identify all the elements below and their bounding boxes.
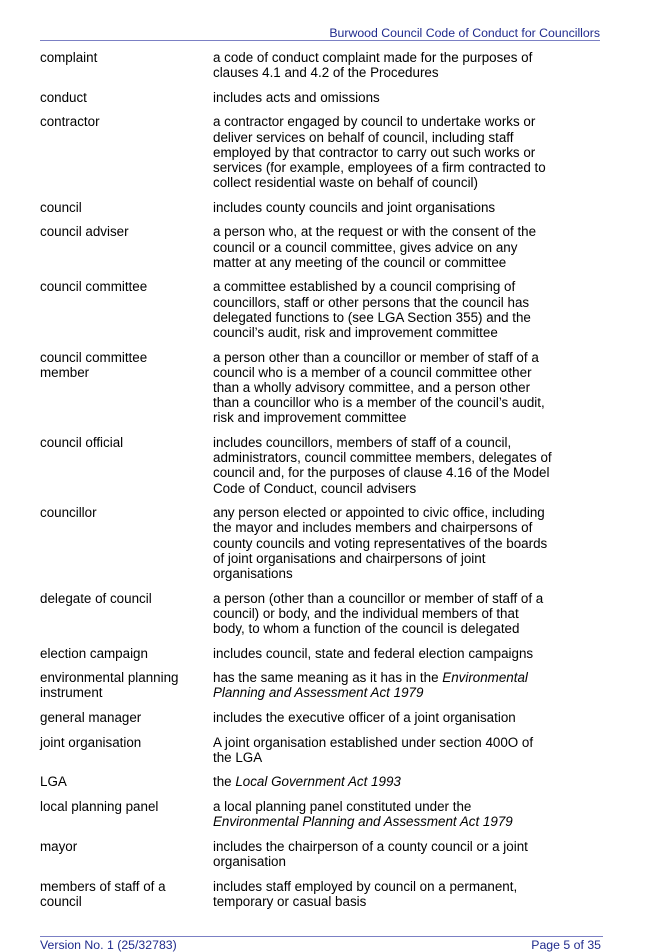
definition-row — [40, 279, 600, 340]
definition-text: a contractor engaged by council to undertake works or deliver services on behalf of council, including staff employed by that contractor to carry out such works or services (for example, employees of a firm contracted to collect residential waste on behalf of council) — [213, 114, 546, 191]
definition-row — [40, 114, 600, 190]
definition-text: a person other than a councillor or member of staff of a council who is a member of a council committee other than a wholly advisory committee, and a person other than a councillor who is a member of the council’s audit, risk and improvement committee — [213, 349, 545, 426]
definition-term: council adviser — [40, 224, 129, 240]
definition-term: LGA — [40, 774, 67, 790]
definition-term: council — [40, 199, 82, 215]
definition-text: includes county councils and joint organisations — [213, 199, 496, 215]
definition-term: delegate of council — [40, 590, 152, 606]
definition-term: council committee — [40, 279, 148, 295]
definition-text: includes acts and omissions — [213, 89, 380, 105]
definition-text: a local planning panel constituted under the Environmental Planning and Assessment Act 1979 — [213, 798, 513, 830]
definition-text: has the same meaning as it has in the Environmental Planning and Assessment Act 1979 — [213, 670, 528, 701]
definition-row — [40, 774, 600, 789]
definition-term: council official — [40, 435, 124, 450]
definition-row — [40, 710, 600, 725]
definition-text: a code of conduct complaint made for the purposes of clauses 4.1 and 4.2 of the Procedures — [213, 50, 533, 81]
definition-row — [40, 200, 600, 215]
definition-term: councillor — [40, 505, 97, 521]
definition-term: council committee member — [40, 349, 148, 380]
definition-term: complaint — [40, 50, 98, 65]
definition-row — [40, 90, 600, 105]
definition-row — [40, 591, 600, 637]
definition-text: a committee established by a council comprising of councillors, staff or other persons that the council has delegated functions to (see LGA Section 355) and the council’s audit, risk and improvement committee — [213, 279, 531, 340]
definition-term: environmental planning instrument — [40, 670, 179, 701]
definition-row — [40, 505, 600, 581]
definition-text: a person who, at the request or with the consent of the council or a council committee, gives advice on any matter at any meeting of the council or committee — [213, 224, 537, 270]
definition-term: joint organisation — [40, 734, 142, 750]
definition-text: the Local Government Act 1993 — [213, 774, 401, 790]
definition-text: any person elected or appointed to civic office, including the mayor and includes members and chairpersons of county councils and voting representatives of the boards of joint organisations and chairpersons of joint organisations — [213, 505, 548, 582]
definition-term: contractor — [40, 114, 100, 130]
page-number: Page 5 of 35 — [531, 938, 601, 952]
document-title: Burwood Council Code of Conduct for Councillors — [329, 26, 600, 40]
definition-row — [40, 735, 600, 765]
definition-text: A joint organisation established under section 400O of the LGA — [213, 734, 534, 765]
definition-text: includes councillors, members of staff of a council, administrators, council committee members, delegates of council and, for the purposes of clause 4.16 of the Model Code of Conduct, council advisers — [213, 435, 552, 496]
definition-text: a person (other than a councillor or member of staff of a council) or body, and the individual members of that body, to whom a function of the council is delegated — [213, 590, 544, 637]
footer-divider — [40, 936, 603, 937]
definition-term: local planning panel — [40, 798, 159, 814]
definition-term: conduct — [40, 89, 87, 105]
definition-text: includes council, state and federal election campaigns — [213, 645, 534, 661]
definition-row — [40, 839, 600, 869]
page-header — [40, 23, 600, 41]
definition-text: includes the chairperson of a county council or a joint organisation — [213, 838, 528, 869]
definition-term: members of staff of a council — [40, 878, 166, 909]
definitions-list — [40, 50, 600, 918]
definition-row — [40, 350, 600, 426]
definition-row — [40, 670, 600, 700]
definition-row — [40, 879, 600, 909]
definition-row — [40, 224, 600, 270]
definition-term: election campaign — [40, 645, 148, 661]
definition-row — [40, 646, 600, 661]
version-number: Version No. 1 (25/32783) — [40, 938, 177, 952]
definition-row — [40, 435, 600, 496]
definition-term: mayor — [40, 838, 78, 854]
definition-row — [40, 799, 600, 829]
definition-text: includes staff employed by council on a permanent, temporary or casual basis — [213, 878, 518, 909]
definition-row — [40, 50, 600, 80]
definition-text: includes the executive officer of a joint organisation — [213, 710, 516, 725]
definition-term: general manager — [40, 710, 142, 725]
